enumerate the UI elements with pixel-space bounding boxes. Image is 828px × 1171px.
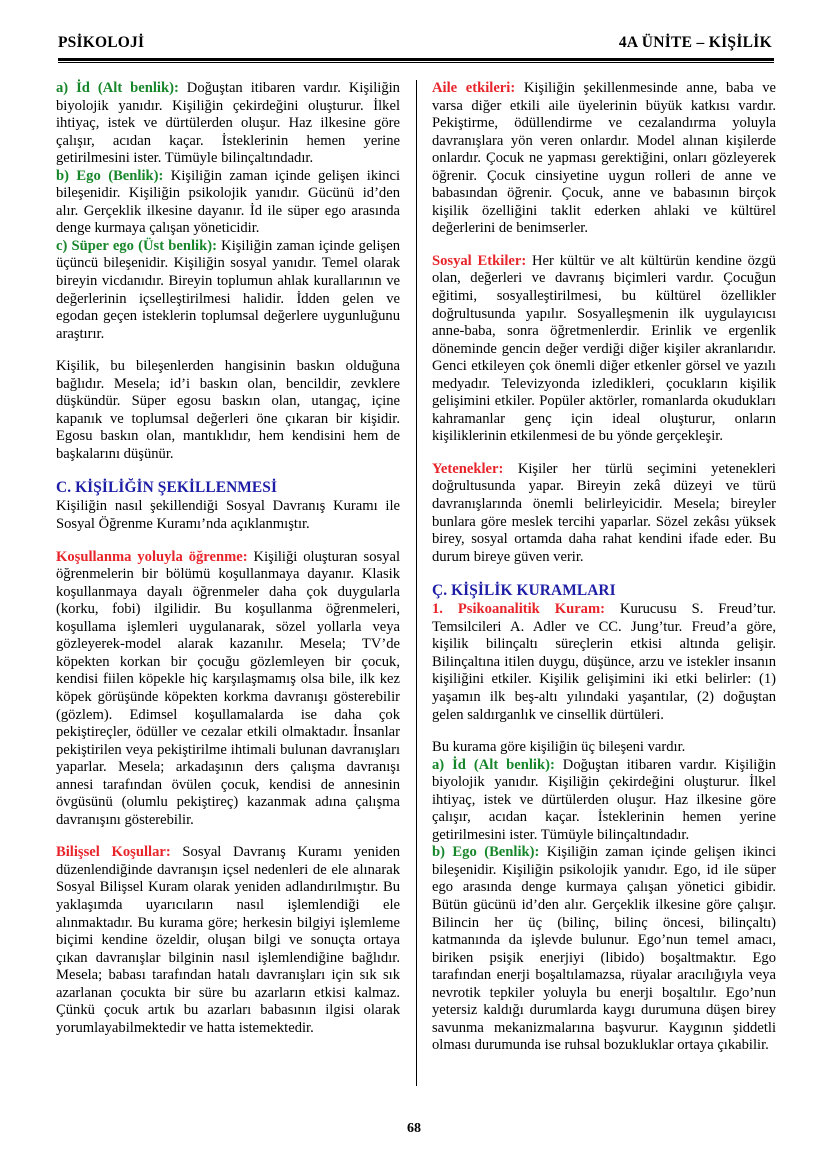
paragraph-kosullanma-yoluyla-ogrenme	[56, 549, 400, 830]
lead-psikoanalitik-kuram: 1. Psikoanalitik Kuram:	[432, 601, 605, 618]
paragraph-id-alt-benlik-2	[432, 757, 776, 845]
body-super-ego: Kişiliğin zaman içinde gelişen üçüncü bileşenidir. Kişiliğin sosyal yanıdır. Temel olarak bireyin vicdanıdır. Bireyin toplumun ahlak kurallarının ve değerlerinin içselleştirilmesi halidir. İdden gelen ve egodan geçen isteklerin toplumsal değerlere uygunluğunu araştırır.	[56, 237, 400, 342]
paragraph-id-alt-benlik	[56, 80, 400, 168]
paragraph-super-ego	[56, 238, 400, 343]
lead-super-ego: c) Süper ego (Üst benlik):	[56, 237, 217, 254]
lead-yetenekler: Yetenekler:	[432, 460, 504, 477]
lead-kosullanma-yoluyla-ogrenme: Koşullanma yoluyla öğrenme:	[56, 548, 248, 565]
section-heading-kisilik-kuramlari: Ç. KİŞİLİK KURAMLARI	[432, 582, 616, 600]
body-ego-benlik: Kişiliğin zaman içinde gelişen ikinci bileşenidir. Kişiliğin psikolojik yanıdır. Gücünü id’den alır. Gerçeklik ilkesine dayanır. İd ile süper ego arasında denge kurmaya çalışan yöneticidir.	[56, 167, 400, 237]
section-heading-kisiligin-sekillenmesi: C. KİŞİLİĞİN ŞEKİLLENMESİ	[56, 479, 278, 497]
lead-id-alt-benlik: a) İd (Alt benlik):	[56, 80, 179, 96]
body-aile-etkileri: Kişiliğin şekillenmesinde anne, baba ve varsa diğer etkili aile üyelerinin büyük katkısı vardır. Pekiştirme, ödüllendirme ve cezalandırma yoluyla davranışlara yön veren onlardır. Model alınan kişilerde onlardır. Çocuk ne yapması gerektiğini, onları gözleyerek öğrenir. Çocuk cinsiyetine uygun rolleri de anne ve babasından öğrenir. Çocuk, anne ve babasının birçok kişilik özelliğini taklit ederken ahlaki ve kültürel değerlerini de benimserler.	[432, 80, 776, 237]
lead-ego-benlik-2: b) Ego (Benlik):	[432, 844, 540, 861]
lead-bilissel-kosullar: Bilişsel Koşullar:	[56, 844, 171, 861]
header-rule-thin	[58, 62, 774, 63]
header-subject-title: PSİKOLOJİ	[58, 34, 145, 51]
paragraph-psikoanalitik-kuram	[432, 601, 776, 724]
body-id-alt-benlik: Doğuştan itibaren vardır. Kişiliğin biyolojik yanıdır. Kişiliğin çekirdeğini oluşturur. İlkel ihtiyaç, istek ve dürtülerden oluşur. Haz ilkesine göre çalışır, acıdan kaçar. İsteklerinin hemen yerine getirilmesini ister. Tümüyle bilinçaltındadır.	[56, 80, 400, 167]
paragraph-ego-benlik-2	[432, 844, 776, 1055]
column-divider	[400, 80, 432, 1100]
body-ego-benlik-2: Kişiliğin zaman içinde gelişen ikinci bileşenidir. Kişiliğin psikolojik yanıdır. Ego, id ile süper ego arasında denge kurmaya çalışan yönetici gibidir. Bütün gücünü id’den alır. Gerçeklik ilkesine göre çalışır. Bilincin her üç (bilinç, bilinç öncesi, bilinçaltı) katmanında da işlevde bulunur. Ego’nun temel amacı, biriken psişik enerjiyi (libido) boşaltmaktır. Ego tarafından enerji boşaltılamazsa, rüyalar aracılığıyla veya nevrotik tepkiler yoluyla bu enerji boşaltılır. Ego’nun yetersiz kaldığı durumlarda kaygı durumuna düşen birey savunma mekanizmalarına başvurur. Kaygının şiddetli olması durumunda ise ruhsal bozukluklar ortaya çıkabilir.	[432, 844, 776, 1054]
paragraph-baskinlik: Kişilik, bu bileşenlerden hangisinin baskın olduğuna bağlıdır. Mesela; id’i baskın olan, bencildir, zevklere düşkündür. Süper egosu baskın olan, utangaç, içine kapanık ve toplumsal değerleri öne çıkaran bir kişidir. Egosu baskın olan, mantıklıdır, hem kendisini hem de başkalarını düşünür.	[56, 358, 400, 462]
header-rule-thick	[58, 58, 774, 61]
lead-sosyal-etkiler: Sosyal Etkiler:	[432, 252, 527, 269]
body-yetenekler: Kişiler her türlü seçimini yetenekleri doğrultusunda yapar. Bireyin zekâ düzeyi ve türü davranışlarında önemli belirleyicidir. Mesela; bireyler bunlara göre meslek tercihi yaparlar. Sözel zekâsı yüksek birey, sosyal ortamda daha rahat kendini ifade eder. Bu durum bireye güven verir.	[432, 460, 776, 565]
two-column-body	[56, 80, 776, 1100]
paragraph-section-intro: Kişiliğin nasıl şekillendiği Sosyal Davranış Kuramı ile Sosyal Öğrenme Kuramı’nda açıklanmıştır.	[56, 498, 400, 533]
right-column	[432, 80, 776, 1100]
left-column	[56, 80, 400, 1100]
lead-id-alt-benlik-2: a) İd (Alt benlik):	[432, 756, 555, 773]
paragraph-aile-etkileri	[432, 80, 776, 238]
paragraph-uc-bilesen-girisi: Bu kurama göre kişiliğin üç bileşeni vardır.	[432, 739, 686, 756]
paragraph-sosyal-etkiler	[432, 253, 776, 446]
body-psikoanalitik-kuram: Kurucusu S. Freud’tur. Temsilcileri A. Adler ve CC. Jung’tur. Freud’a göre, kişilik bilinçaltı süreçlerin etkisi altında gelişir. Bilinçaltına itilen duygu, düşünce, arzu ve istekler insanın kişiliğini etkiler. Kişilik gelişimini iki etki belirler: (1) yaşamın ilk beş-altı yılındaki yaşantılar, (2) doğuştan gelen saldırganlık ve cinsellik dürtüleri.	[432, 601, 776, 723]
body-sosyal-etkiler: Her kültür ve alt kültürün kendine özgü olan, değerleri ve davranış biçimleri vardır. Çocuğun eğitimi, sosyalleştirilmesi, bu kültürel özellikler doğrultusunda yapılır. Sosyalleşmenin ilk uygulayıcısı anne-baba, sonra öğretmenlerdir. Erinlik ve ergenlik döneminde gencin değer verdiği diğer kişiler akranlarıdır. Genci etkileyen çok önemli diğer etkenler görsel ve yazılı medyadır. Televizyonda izledikleri, çocukların kişilik gelişimini etkiler. Popüler aktörler, romanlarda okudukları kahramanlar genç için ideal oluşturur, onların kişiliklerinin etkilenmesi de bu yönde gerçekleşir.	[432, 252, 776, 445]
paragraph-yetenekler	[432, 461, 776, 566]
lead-ego-benlik: b) Ego (Benlik):	[56, 167, 164, 184]
header-unit-title: 4A ÜNİTE – KİŞİLİK	[618, 34, 772, 51]
page-header	[56, 34, 776, 52]
lead-aile-etkileri: Aile etkileri:	[432, 80, 516, 96]
body-id-alt-benlik-2: Doğuştan itibaren vardır. Kişiliğin biyolojik yanıdır. Kişiliğin çekirdeğini oluşturur. İlkel ihtiyaç, istek ve dürtülerden oluşur. Haz ilkesine göre çalışır, acıdan kaçar. İsteklerinin hemen yerine getirilmesini ister. Tümüyle bilinçaltındadır.	[432, 756, 776, 843]
paragraph-bilissel-kosullar	[56, 844, 400, 1037]
body-kosullanma-yoluyla-ogrenme: Kişiliği oluşturan sosyal öğrenmelerin bir bölümü koşullanmaya dayanır. Klasik koşullanmaya dayalı öğrenmeler daha çok duygularla (korku, fobi) ilgilidir. Bu koşullanma öğrenmeleri, koşullama işlemleri uygulanarak, sözel yollarla veya gözleyerek-model alarak kazanılır. Mesela; TV’de köpekten korkan bir çocuğu gözlemleyen bir çocuk, kendisi fiilen köpekle hiç karşılaşmamış olsa bile, ilk kez köpek görüşünde köpekten korkma davranışı gösterebilir (gözlem). Edimsel koşullamalarda ise daha çok pekiştireçler, ödüller ve cezalar etkili olmaktadır. İnsanlar pekiştirilen veya pekiştirilme ihtimali bulunan davranışları yaparlar. Mesela; arkadaşının ders çalışma davranışı annesi tarafından övülen çocuk, kendisi de annesinin övgüsünü (olumlu pekiştireç) kazanmak adına çalışma davranışını gösterebilir.	[56, 548, 400, 828]
paragraph-ego-benlik	[56, 168, 400, 238]
body-bilissel-kosullar: Sosyal Davranış Kuramı yeniden düzenlendiğinde davranışın içsel nedenleri de ele alınarak Sosyal Bilişsel Kuram olarak yeniden adlandırılmıştır. Bu yaklaşımda uyarıcıların nasıl işlemlendiği ele alınmaktadır. Bu kurama göre; herkesin bilgiyi işlemleme biçimi kendine özeldir, oluşan bilgi ve sonuçta ortaya çıkan davranışlar bilginin nasıl işlemlendiğine bağlıdır. Mesela; babası tarafından hatalı davranışları için sık sık azarlanan çocukta bir süre bu azarların etkisi kalmaz. Çünkü çocuk artık bu azarları babasının ilgisi olarak yorumlayabilmektedir ve hatta istemektedir.	[56, 844, 400, 1036]
page-number: 68	[407, 1121, 421, 1136]
